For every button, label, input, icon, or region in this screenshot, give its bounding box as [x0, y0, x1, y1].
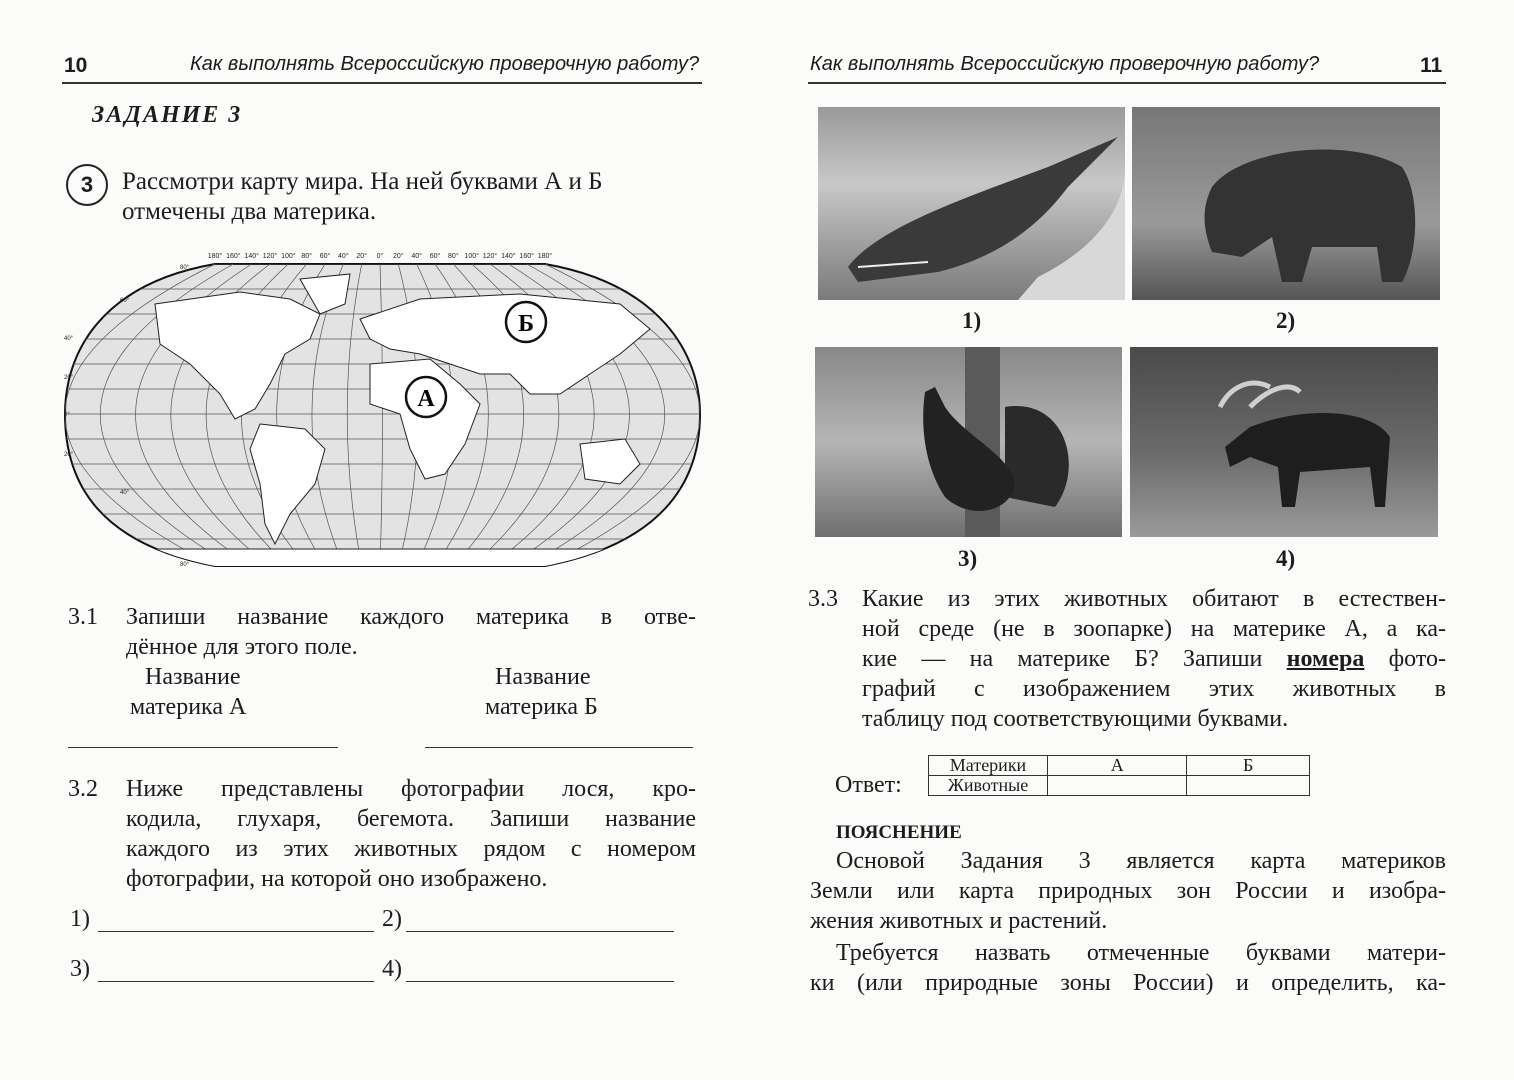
photo-hippopotamus	[1132, 107, 1440, 300]
q31-line: Запиши название каждого материка в отве-	[126, 604, 696, 630]
longitude-label: 80°	[448, 253, 459, 260]
table-row	[929, 776, 1310, 796]
latitude-label: 0°	[64, 412, 70, 418]
q31-number: 3.1	[68, 604, 98, 630]
label-a: материка А	[130, 694, 247, 720]
explanation-line: ки (или природные зоны России) и определить, ка-	[810, 970, 1446, 996]
q33-number: 3.3	[808, 586, 838, 612]
q33-line	[862, 646, 1446, 673]
table-cell: А	[1048, 756, 1187, 776]
longitude-label: 80°	[301, 253, 312, 260]
explanation-line: Требуется назвать отмеченные буквами матери-	[836, 940, 1446, 966]
q32-line: Ниже представлены фотографии лося, кро-	[126, 776, 696, 802]
photo-moose	[1130, 347, 1438, 537]
running-title-right: Как выполнять Всероссийскую проверочную работу?	[810, 53, 1320, 75]
q33-line: графий с изображением этих животных в	[862, 676, 1446, 702]
label-b: Название	[495, 664, 591, 690]
section-title: ЗАДАНИЕ 3	[92, 102, 243, 128]
explanation-heading: ПОЯСНЕНИЕ	[836, 822, 962, 843]
marker-a: А	[417, 386, 435, 412]
q32-line: каждого из этих животных рядом с номером	[126, 836, 696, 862]
longitude-label: 180°	[207, 253, 223, 260]
longitude-label: 140°	[501, 253, 516, 260]
task-text-line: Рассмотри карту мира. На ней буквами А и Б	[122, 168, 603, 195]
longitude-label: 120°	[482, 253, 498, 260]
latitude-label: 40°	[64, 336, 74, 342]
explanation-line: Основой Задания 3 является карта материков	[836, 848, 1446, 874]
world-map	[60, 244, 710, 580]
header-rule-left	[62, 82, 702, 84]
label-a: Название	[145, 664, 241, 690]
q32-number: 3.2	[68, 776, 98, 802]
longitude-label: 140°	[244, 253, 259, 260]
q33-text: кие — на материке Б? Запиши	[862, 646, 1287, 672]
running-title-left: Как выполнять Всероссийскую проверочную работу?	[190, 53, 700, 75]
q32-line: кодила, глухаря, бегемота. Запиши название	[126, 806, 696, 832]
table-cell: Б	[1187, 756, 1310, 776]
longitude-label: 180°	[537, 253, 553, 260]
table-row	[929, 756, 1310, 776]
answer-cell-b[interactable]	[1187, 776, 1310, 796]
longitude-label: 160°	[519, 253, 534, 260]
longitude-label: 60°	[319, 253, 331, 260]
latitude-label: 20°	[64, 452, 74, 458]
answer-table	[928, 755, 1310, 796]
blank-3-label: 3)	[70, 956, 90, 982]
longitude-label: 160°	[226, 253, 241, 260]
page-number-left: 10	[64, 54, 88, 77]
q33-line: Какие из этих животных обитают в естествен-	[862, 586, 1446, 612]
answer-cell-a[interactable]	[1048, 776, 1187, 796]
q32-line: фотографии, на которой оно изображено.	[126, 866, 548, 892]
longitude-label: 60°	[429, 253, 441, 260]
task-text-line: отмечены два материка.	[122, 198, 377, 225]
explanation-line: жения животных и растений.	[810, 908, 1108, 934]
blank-2[interactable]	[406, 931, 674, 932]
blank-4-label: 4)	[382, 956, 402, 982]
latitude-label: 80°	[180, 265, 190, 271]
latitude-label: 60°	[120, 298, 130, 304]
blank-2-label: 2)	[382, 906, 402, 932]
page-number-right: 11	[1420, 54, 1443, 77]
longitude-label: 0°	[376, 253, 384, 260]
photo-capercaillie	[815, 347, 1122, 537]
q33-emphasis: номера	[1286, 646, 1365, 672]
q31-line: дённое для этого поле.	[126, 634, 358, 660]
photo-crocodile	[818, 107, 1125, 300]
table-cell: Материки	[929, 756, 1048, 776]
answer-label: Ответ:	[835, 772, 902, 798]
photo-caption-2: 2)	[1276, 308, 1296, 333]
latitude-label: 20°	[64, 375, 74, 381]
longitude-label: 20°	[356, 253, 367, 260]
q33-line: ной среде (не в зоопарке) на материке А, а ка-	[862, 616, 1446, 642]
q33-line: таблицу под соответствующими буквами.	[862, 706, 1289, 732]
answer-line-b[interactable]	[425, 747, 693, 748]
longitude-label: 120°	[262, 253, 278, 260]
photo-caption-3: 3)	[958, 546, 978, 571]
longitude-label: 40°	[411, 253, 422, 260]
task-number-badge: 3	[66, 164, 108, 206]
longitude-label: 100°	[464, 253, 479, 260]
longitude-label: 100°	[281, 253, 296, 260]
latitude-label: 40°	[120, 490, 130, 496]
longitude-label: 20°	[393, 253, 404, 260]
photo-caption-1: 1)	[962, 308, 982, 333]
header-rule-right	[808, 82, 1446, 84]
label-b: материка Б	[485, 694, 598, 720]
table-cell: Животные	[929, 776, 1048, 796]
blank-1-label: 1)	[70, 906, 90, 932]
marker-b: Б	[518, 311, 534, 337]
explanation-line: Земли или карта природных зон России и изобра-	[810, 878, 1446, 904]
answer-line-a[interactable]	[68, 747, 338, 748]
latitude-label: 80°	[180, 562, 190, 568]
photo-caption-4: 4)	[1276, 546, 1296, 571]
blank-4[interactable]	[406, 981, 674, 982]
longitude-label: 40°	[338, 253, 349, 260]
q33-text: фото-	[1364, 646, 1446, 672]
blank-3[interactable]	[98, 981, 374, 982]
blank-1[interactable]	[98, 931, 374, 932]
